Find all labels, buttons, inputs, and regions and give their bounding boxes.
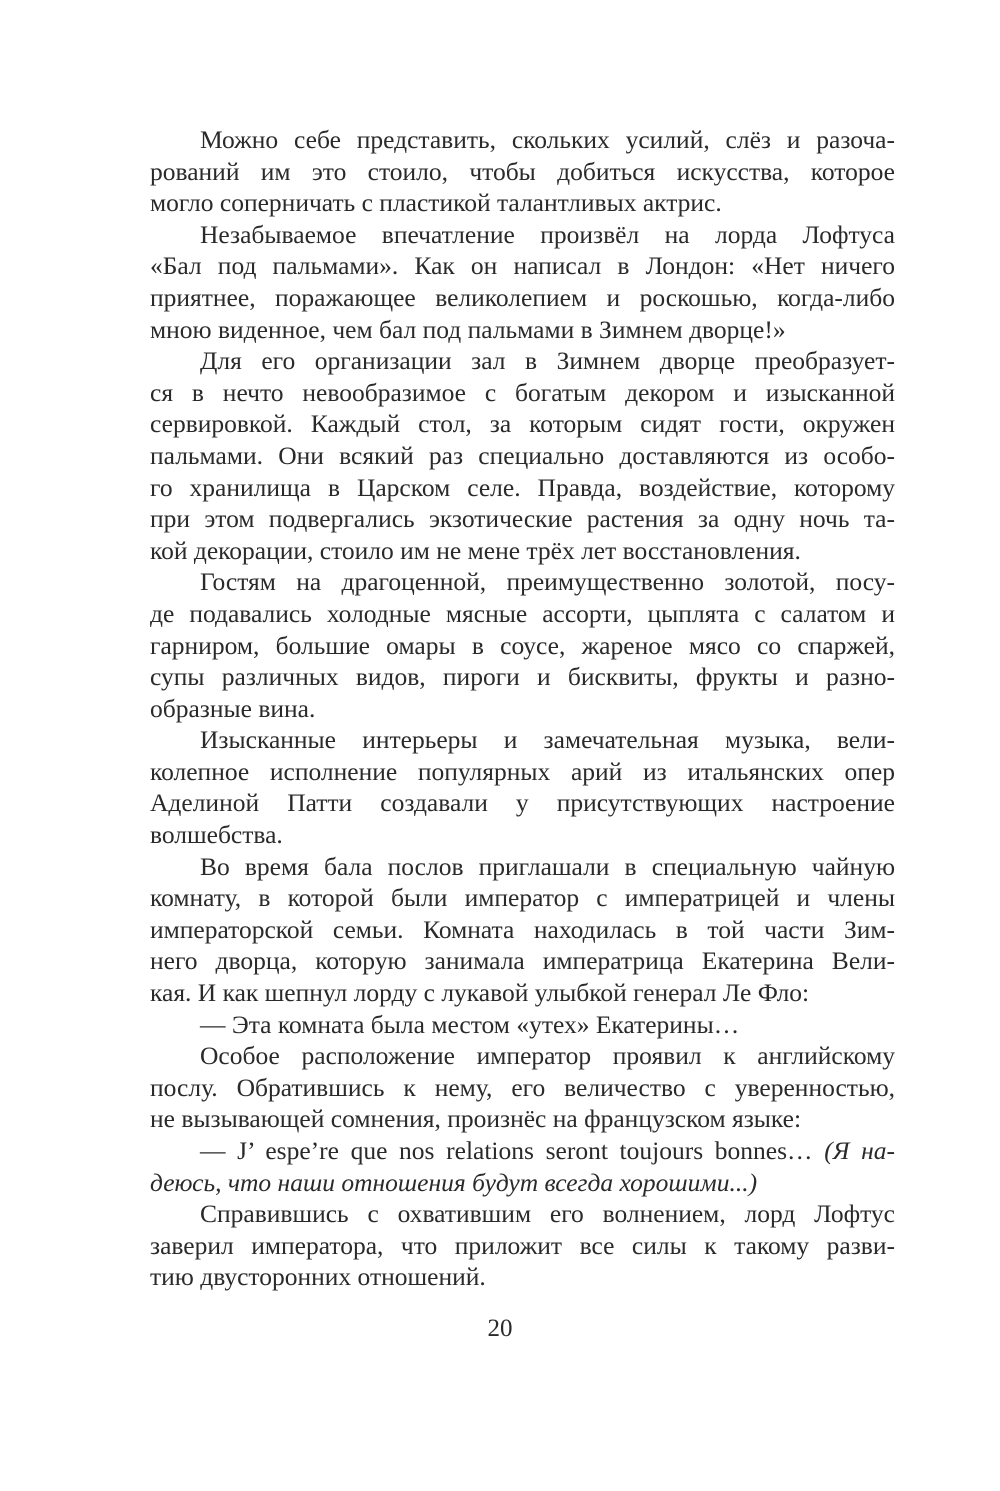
text-line xyxy=(150,1040,895,1072)
text-line-content: де подавались холодные мясные ассорти, цыплята с салатом и xyxy=(150,598,895,628)
text-line xyxy=(150,1072,895,1104)
text-line xyxy=(150,1198,895,1230)
text-line-content: мною виденное, чем бал под пальмами в Зимнем дворце!» xyxy=(150,314,786,344)
text-line xyxy=(150,377,895,409)
text-line xyxy=(150,1261,895,1293)
text-line xyxy=(150,345,895,377)
text-line xyxy=(150,440,895,472)
text-line xyxy=(150,1230,895,1262)
text-line-content: Изысканные интерьеры и замечательная музыка, вели- xyxy=(200,725,895,755)
text-line-content: образные вина. xyxy=(150,693,316,723)
text-line-content: волшебства. xyxy=(150,820,283,850)
text-line xyxy=(150,977,895,1009)
text-line-content: пальмами. Они всякий раз специально доставляются из особо- xyxy=(150,440,895,470)
text-line xyxy=(150,914,895,946)
text-line-content: кой декорации, стоило им не мене трёх лет восстановления. xyxy=(150,535,801,565)
text-line xyxy=(150,819,895,851)
text-line-content: не вызывающей сомнения, произнёс на французском языке: xyxy=(150,1104,802,1134)
text-line xyxy=(150,724,895,756)
text-line xyxy=(150,187,895,219)
text-line-content: гарниром, большие омары в соусе, жареное мясо со спаржей, xyxy=(150,630,895,660)
page-number: 20 xyxy=(487,1315,513,1342)
text-line xyxy=(150,1167,895,1199)
text-line xyxy=(150,630,895,662)
text-line-content: могло соперничать с пластикой талантливых актрис. xyxy=(150,188,722,218)
text-line-content: ся в нечто невообразимое с богатым декором и изысканной xyxy=(150,377,895,407)
text-line-content: Незабываемое впечатление произвёл на лорда Лофтуса xyxy=(200,219,895,249)
text-line xyxy=(150,945,895,977)
text-line-content: супы различных видов, пироги и бисквиты, фрукты и разно- xyxy=(150,662,895,692)
text-line-content: Особое расположение император проявил к английскому xyxy=(200,1041,895,1071)
body-text xyxy=(150,124,895,1293)
text-line-content: при этом подвергались экзотические растения за одну ночь та- xyxy=(150,504,895,534)
text-line-content: Аделиной Патти создавали у присутствующих настроение xyxy=(150,788,895,818)
text-line xyxy=(150,314,895,346)
text-line xyxy=(150,566,895,598)
text-line xyxy=(150,408,895,440)
text-line xyxy=(150,1135,895,1167)
text-line-content: тию двусторонних отношений. xyxy=(150,1262,486,1292)
text-line xyxy=(150,124,895,156)
text-line xyxy=(150,1009,895,1041)
text-line xyxy=(150,693,895,725)
text-line-content: колепное исполнение популярных арий из итальянских опер xyxy=(150,756,895,786)
text-line-content: императорской семьи. Комната находилась в той части Зим- xyxy=(150,914,895,944)
text-line xyxy=(150,219,895,251)
text-line xyxy=(150,535,895,567)
text-line-content: сервировкой. Каждый стол, за которым сидят гости, окружен xyxy=(150,409,895,439)
text-line xyxy=(150,250,895,282)
text-line xyxy=(150,598,895,630)
text-line-content: послу. Обратившись к нему, его величество с уверенностью, xyxy=(150,1072,895,1102)
text-line-content: «Бал под пальмами». Как он написал в Лондон: «Нет ничего xyxy=(150,251,895,281)
text-line-content: го хранилища в Царском селе. Правда, воздействие, которому xyxy=(150,472,895,502)
text-line-content: Во время бала послов приглашали в специальную чайную xyxy=(200,851,895,881)
text-line-content: приятнее, поражающее великолепием и роскошью, когда-либо xyxy=(150,282,895,312)
text-line xyxy=(150,503,895,535)
text-line-content: кая. И как шепнул лорду с лукавой улыбкой генерал Ле Фло: xyxy=(150,978,810,1008)
text-line xyxy=(150,1103,895,1135)
text-line xyxy=(150,756,895,788)
text-line xyxy=(150,787,895,819)
italic-translation: (Я на- xyxy=(824,1136,895,1165)
text-line-content: Гостям на драгоценной, преимущественно золотой, посу- xyxy=(200,567,895,597)
text-line-content: — J’ espe’re que nos relations seront toujours bonnes… xyxy=(200,1136,825,1165)
text-line-content: него дворца, которую занимала императрица Екатерина Вели- xyxy=(150,946,895,976)
text-line-content: Для его организации зал в Зимнем дворце преобразует- xyxy=(200,346,895,376)
text-line-content: Справившись с охватившим его волнением, лорд Лофтус xyxy=(200,1199,895,1229)
text-line xyxy=(150,851,895,883)
text-line-content: — Эта комната была местом «утех» Екатерины… xyxy=(200,1009,740,1039)
text-line xyxy=(150,472,895,504)
italic-translation: деюсь, что наши отношения будут всегда хорошими...) xyxy=(150,1167,758,1197)
text-line xyxy=(150,661,895,693)
text-line xyxy=(150,282,895,314)
text-line-content: комнату, в которой были император с императрицей и члены xyxy=(150,883,895,913)
text-line-content: заверил императора, что приложит все силы к такому разви- xyxy=(150,1230,895,1260)
text-line-content: Можно себе представить, скольких усилий, слёз и разоча- xyxy=(200,125,895,154)
text-line xyxy=(150,882,895,914)
text-line xyxy=(150,156,895,188)
text-line-content: рований им это стоило, чтобы добиться искусства, которое xyxy=(150,156,895,186)
